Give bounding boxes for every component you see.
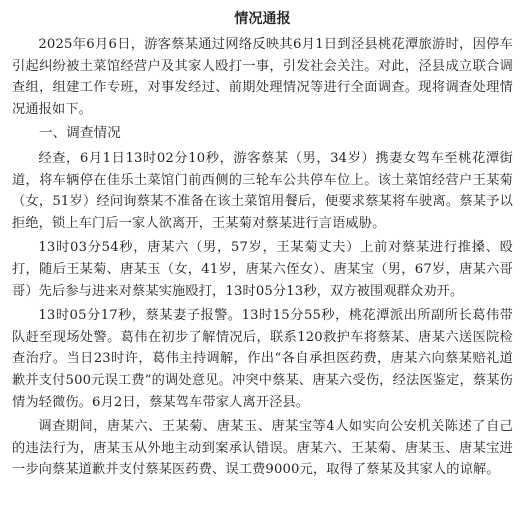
- notice-title: 情况通报: [234, 11, 291, 27]
- paragraph-assault: 13时03分54秒，唐某六（男，57岁，王某菊丈夫）上前对蔡某进行推搡、殴打，随后王某菊、唐某玉（女，41岁，唐某六侄女）、唐某宝（男，67岁，唐某六哥哥）先后参与进来对蔡某实施殴打，13时05分13秒，双方被围观群众劝开。: [12, 240, 513, 299]
- section-heading-investigation: 一、调查情况: [39, 125, 121, 142]
- intro-paragraph: 2025年6月6日，游客蔡某通过网络反映其6月1日到泾县桃花潭旅游时，因停车引起纠纷被土菜馆经营户及其家人殴打一事，引发社会关注。对此，泾县成立联合调查组，组建工作专班，对事发经过、前期处理情况等进行全面调查。现将调查处理情况通报如下。: [12, 37, 513, 117]
- paragraph-police-response: 13时05分17秒，蔡某妻子报警。13时15分55秒，桃花潭派出所副所长葛伟带队赶至现场处警。葛伟在初步了解情况后，联系120救护车将蔡某、唐某六送医院检查治疗。当日23时许，葛伟主持调解，作出“各自承担医药费，唐某六向蔡某赔礼道歉并支付500元误工费”的调处意见。冲突中蔡某、唐某六受伤，经法医鉴定，蔡某伤情为轻微伤。6月2日，蔡某驾车带家人离开泾县。: [12, 308, 513, 410]
- paragraph-findings: 经查，6月1日13时02分10秒，游客蔡某（男，34岁）携妻女驾车至桃花潭街道，将车辆停在佳乐土菜馆门前西侧的三轮车公共停车位上。该土菜馆经营户王某菊（女，51岁）经问询蔡某不准备在该土菜馆用餐后，便要求蔡某将车驶离。蔡某予以拒绝，锁上车门后一家人欲离开，王某菊对蔡某进行言语威胁。: [12, 150, 513, 231]
- paragraph-investigation-outcome: 调查期间，唐某六、王某菊、唐某玉、唐某宝等4人如实向公安机关陈述了自己的违法行为，唐某玉从外地主动到案承认错误。唐某六、王某菊、唐某玉、唐某宝进一步向蔡某道歉并支付蔡某医药费、误工费9000元，取得了蔡某及其家人的谅解。: [12, 419, 513, 478]
